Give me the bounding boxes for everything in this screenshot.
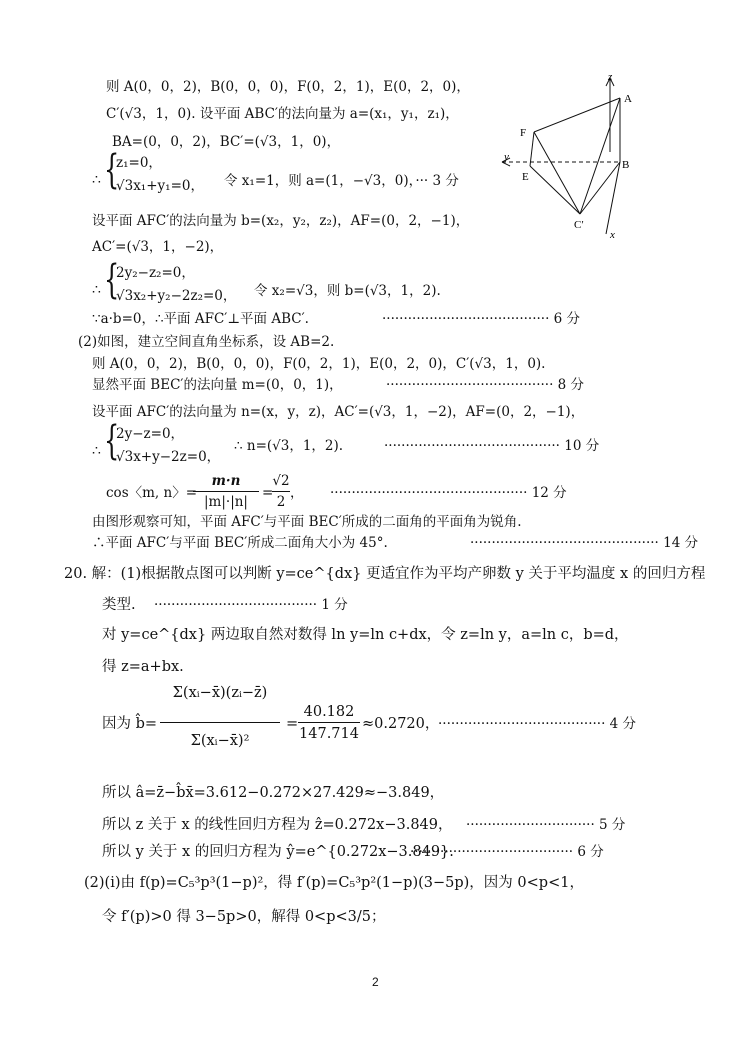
text-line: AC′=(√3，1，−2)， <box>92 239 224 255</box>
score-marker: ············································ 14 分 <box>470 535 699 551</box>
label-E: E <box>522 171 529 183</box>
text-line: ∴ n=(√3，1，2). <box>234 438 344 454</box>
geometry-figure <box>498 68 658 240</box>
text-line: 设平面 AFC′的法向量为 b=(x₂，y₂，z₂)，AF=(0，2，−1)， <box>92 213 470 229</box>
edge-AC <box>580 98 620 214</box>
text-line: 则 A(0，0，2)，B(0，0，0)，F(0，2，1)，E(0，2，0)， <box>106 79 470 95</box>
fraction-bar <box>298 722 360 723</box>
text-line: 令 f′(p)>0 得 3−5p>0，解得 0<p<3/5； <box>102 909 386 925</box>
label-z: z <box>608 71 613 83</box>
equals-sign: = <box>262 485 274 501</box>
text-line: ≈0.2720， <box>362 716 440 732</box>
fraction-numerator: √2 <box>272 473 290 489</box>
label-x: x <box>610 229 615 240</box>
score-marker: ·············································· 12 分 <box>330 485 567 501</box>
equation-row: √3x₂+y₂−2z₂=0， <box>116 288 237 304</box>
fraction-numerator: m·n <box>211 473 241 489</box>
therefore-symbol: ∴ <box>92 282 101 298</box>
equation-row: z₁=0， <box>116 155 162 171</box>
score-marker: ······································ 6 分 <box>410 844 604 860</box>
fraction-numerator: 40.182 <box>303 704 355 720</box>
text-line: ， <box>290 485 304 501</box>
score-marker: ········································· 10 分 <box>384 438 600 454</box>
equation-row: 2y−z=0， <box>116 426 185 442</box>
text-line: 令 x₂=√3，则 b=(√3，1，2). <box>254 283 441 299</box>
label-B: B <box>622 159 630 171</box>
text-line: BA=(0，0，2)，BC′=(√3，1，0)， <box>112 134 341 150</box>
label-F: F <box>520 127 527 139</box>
fraction-bar <box>193 491 259 492</box>
fraction-denominator: 2 <box>276 494 286 510</box>
fraction-bar <box>160 722 280 723</box>
label-y: y <box>504 151 509 163</box>
score-marker: ······························ 5 分 <box>466 817 626 833</box>
x-axis <box>606 162 620 234</box>
fraction-numerator: Σ(xᵢ−x̄)(zᵢ−z̄) <box>172 685 268 701</box>
text-line: 所以 â=z̄−b̂x̄=3.612−0.272×27.429≈−3.849， <box>102 785 445 801</box>
cos-label: cos〈m, n〉= <box>106 485 198 501</box>
text-line: 设平面 AFC′的法向量为 n=(x，y，z)，AC′=(√3，1，−2)，AF=(0，2，−1)， <box>92 404 585 420</box>
edge-FE <box>530 132 534 166</box>
text-line: (2)(ⅰ)由 f(p)=C₅³p³(1−p)²，得 f′(p)=C₅³p²(1−p)(3−5p)，因为 0<p<1， <box>84 875 584 891</box>
equation-row: √3x+y−2z=0， <box>116 449 221 465</box>
therefore-symbol: ∴ <box>92 443 101 459</box>
score-marker: ······································· 6 分 <box>382 311 581 327</box>
edge-FC <box>534 132 580 214</box>
page-number: 2 <box>372 975 379 989</box>
text-line: 对 y=ce^{dx} 两边取自然对数得 ln y=ln c+dx，令 z=ln y，a=ln c，b=d， <box>102 627 629 643</box>
text-line: 显然平面 BEC′的法向量 m=(0，0，1)， <box>92 377 343 393</box>
text-line: 由图形观察可知，平面 AFC′与平面 BEC′所成的二面角的平面角为锐角. <box>92 514 522 530</box>
brace: { <box>104 147 120 193</box>
score-marker: ······································· 4 分 <box>438 716 637 732</box>
score-marker: ······································· 8 分 <box>386 377 585 393</box>
question-heading: 20. 解：(1)根据散点图可以判断 y=ce^{dx} 更适宜作为平均产卵数 y 关于平均温度 x 的回归方程 <box>64 566 706 582</box>
text-line: 令 x₁=1，则 a=(1，−√3，0)，··· 3 分 <box>224 173 459 189</box>
bhat-label: 因为 b̂= <box>102 716 158 732</box>
text-line: ∴平面 AFC′与平面 BEC′所成二面角大小为 45°. <box>92 535 388 551</box>
edge-AF <box>534 98 620 132</box>
brace: { <box>104 257 120 303</box>
fraction-denominator: Σ(xᵢ−x̄)² <box>190 733 250 749</box>
edge-EC <box>530 166 580 214</box>
edge-BC <box>580 162 620 214</box>
fraction-bar <box>272 491 290 492</box>
text-line: 所以 y 关于 x 的回归方程为 ŷ=e^{0.272x−3.849}. <box>102 844 454 860</box>
fraction-denominator: |m|·|n| <box>204 494 248 510</box>
label-A: A <box>624 93 632 105</box>
equation-row: 2y₂−z₂=0， <box>116 265 195 281</box>
therefore-symbol: ∴ <box>92 172 101 188</box>
text-line: ∵a·b=0，∴平面 AFC′⊥平面 ABC′. <box>92 311 309 327</box>
text-line: 类型. <box>102 597 136 613</box>
fraction-denominator: 147.714 <box>299 726 359 742</box>
text-line: 得 z=a+bx. <box>102 659 184 675</box>
label-C: C′ <box>574 219 584 231</box>
text-line: (2)如图，建立空间直角坐标系，设 AB=2. <box>78 334 335 350</box>
brace: { <box>104 418 120 464</box>
equation-row: √3x₁+y₁=0， <box>116 178 204 194</box>
score-marker: ······································ 1 分 <box>154 597 348 613</box>
equals-sign: = <box>286 716 299 732</box>
text-line: C′(√3，1，0). 设平面 ABC′的法向量为 a=(x₁，y₁，z₁)， <box>106 106 459 122</box>
text-line: 则 A(0，0，2)，B(0，0，0)，F(0，2，1)，E(0，2，0)，C′(√3，1，0). <box>92 356 546 372</box>
text-line: 所以 z 关于 x 的线性回归方程为 ẑ=0.272x−3.849， <box>102 817 453 833</box>
